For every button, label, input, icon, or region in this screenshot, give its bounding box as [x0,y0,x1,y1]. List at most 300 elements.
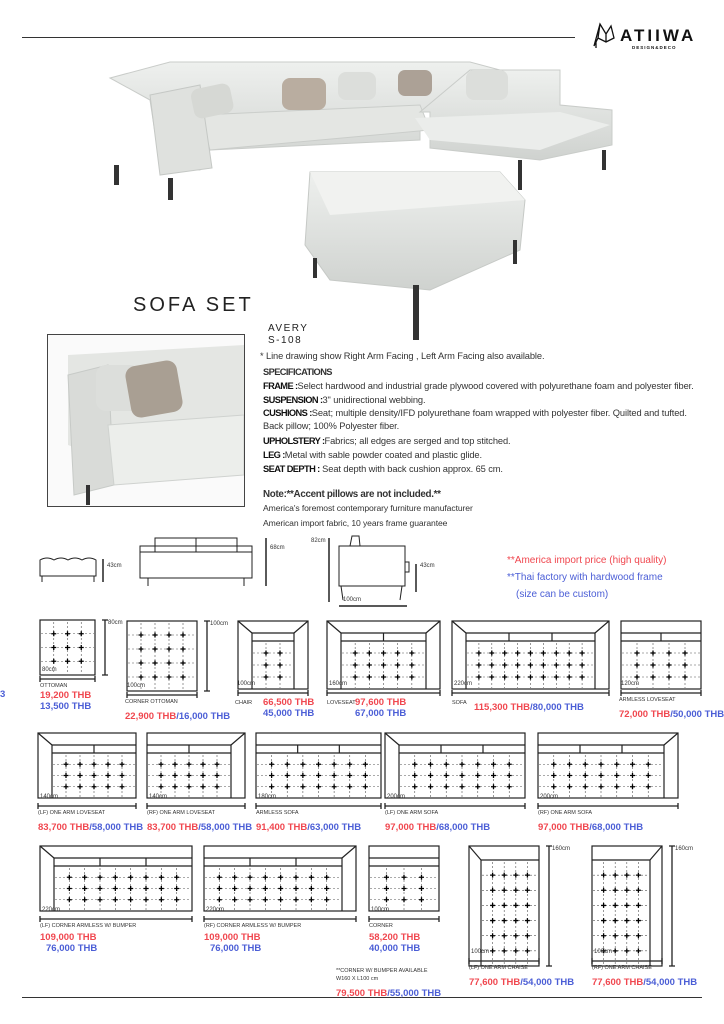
tuft-mark [248,886,253,891]
detail-photo [47,334,245,507]
spec-key: UPHOLSTERY : [263,436,325,446]
tuft-mark [489,651,494,656]
width-label: 220cm [42,907,61,913]
tuft-mark [128,886,133,891]
tuft-mark [528,651,533,656]
tuft-mark [502,918,507,923]
tuft-mark [635,651,640,656]
item-name: (LF) ONE ARM SOFA [385,810,439,816]
pillow-note: Note:**Accent pillows are not included.** [263,489,441,500]
stray-price-fragment: 3 [0,689,6,700]
price-us: 66,500 THB [263,697,315,708]
width-label: 100cm [371,907,390,913]
tuft-mark [613,873,618,878]
tuft-mark [353,675,358,680]
tuft-mark [363,773,368,778]
tuft-mark [489,675,494,680]
tuft-mark [502,873,507,878]
tuft-mark [613,948,618,953]
price-us: 77,600 THB [469,977,521,988]
tuft-mark [153,675,158,680]
tuft-mark [92,762,97,767]
tuft-mark [153,633,158,638]
tuft-mark [614,762,619,767]
item-price [40,690,91,712]
tuft-mark [507,773,512,778]
item-name: (LF) CORNER ARMLESS W/ BUMPER [40,923,137,929]
tuft-mark [332,773,337,778]
tuft-mark [490,918,495,923]
tuft-mark [475,762,480,767]
tuft-mark [381,675,386,680]
depth-label: 80cm [108,620,123,626]
item-price [355,697,406,719]
item-price [538,817,643,835]
tuft-mark [601,903,606,908]
tuft-mark [113,886,118,891]
tuft-mark [402,875,407,880]
tuft-mark [515,675,520,680]
tuft-mark [381,663,386,668]
tuft-mark [419,897,424,902]
tuft-mark [324,875,329,880]
tuft-mark [144,897,149,902]
tuft-mark [285,762,290,767]
tuft-mark [167,647,172,652]
tuft-mark [263,886,268,891]
price-thai: /54,000 THB [520,977,575,988]
price-us: 97,600 THB [355,697,407,708]
tuft-mark [583,773,588,778]
tuft-mark [551,762,556,767]
tuft-mark [513,933,518,938]
tuft-mark [174,897,179,902]
tuft-mark [173,762,178,767]
tuft-mark [515,663,520,668]
spec-item [263,463,503,475]
tuft-mark [651,663,656,668]
spec-value: Seat; multiple density/IFD polyurethane foam wrapped with polyester fiber. Quilted and tufted. [311,408,687,418]
tuft-mark [269,762,274,767]
item-name: (RF) ONE ARM CHAISE [592,965,652,971]
item-price [592,972,697,990]
tuft-mark [78,762,83,767]
tuft-mark [309,897,314,902]
specs-heading: SPECIFICATIONS [263,367,332,377]
tuft-mark [502,933,507,938]
tuft-mark [300,784,305,789]
width-label: 100cm [594,949,613,955]
price-thai: 76,000 THB [210,943,262,954]
tuft-mark [428,784,433,789]
tuft-mark [513,888,518,893]
tuft-mark [580,663,585,668]
spec-key: FRAME : [263,381,298,391]
tuft-mark [367,663,372,668]
tuft-mark [460,762,465,767]
tuft-mark [278,663,283,668]
tuft-mark [264,675,269,680]
item-name: (RF) ONE ARM SOFA [538,810,593,816]
corner-bumper-note: **CORNER W/ BUMPER AVAILABLE [336,968,428,974]
side-depth: 100cm [343,597,362,603]
tuft-mark [309,886,314,891]
tuft-mark [502,663,507,668]
width-label: 100cm [237,681,256,687]
tuft-mark [525,888,530,893]
tuft-mark [667,651,672,656]
tuft-mark [167,661,172,666]
tuft-mark [384,875,389,880]
tuft-mark [630,784,635,789]
width-dimension-line [369,915,449,923]
tuft-mark [646,773,651,778]
tuft-mark [583,784,588,789]
tuft-mark [567,663,572,668]
tuft-mark [412,773,417,778]
price-us: 91,400 THB [256,822,308,833]
tuft-mark [181,647,186,652]
tuft-mark [51,659,56,664]
tuft-mark [67,897,72,902]
tuft-mark [507,762,512,767]
price-thai: /68,000 THB [436,822,491,833]
tuft-mark [384,897,389,902]
tuft-mark [144,875,149,880]
tuft-mark [174,886,179,891]
tuft-mark [98,875,103,880]
tuft-mark [613,918,618,923]
item-name: CORNER OTTOMAN [125,699,178,705]
tuft-mark [159,875,164,880]
tuft-mark [395,675,400,680]
tuft-mark [67,886,72,891]
tuft-mark [630,762,635,767]
tuft-mark [554,663,559,668]
tuft-mark [363,762,368,767]
seat-height: 43cm [420,563,435,569]
tuft-mark [78,773,83,778]
price-thai: /63,000 THB [307,822,362,833]
tuft-mark [601,873,606,878]
tuft-mark [173,773,178,778]
tuft-mark [153,647,158,652]
price-us: 97,000 THB [385,822,437,833]
tuft-mark [444,762,449,767]
tuft-mark [683,675,688,680]
tuft-mark [601,918,606,923]
tuft-mark [232,875,237,880]
tuft-mark [98,897,103,902]
tuft-mark [92,773,97,778]
tuft-mark [525,948,530,953]
tuft-mark [106,762,111,767]
tuft-mark [181,661,186,666]
legend-us-price: **America import price (high quality) [507,555,667,566]
tuft-mark [541,651,546,656]
price-us: 19,200 THB [40,690,92,701]
tuft-mark [294,886,299,891]
item-name: CHAIR [235,700,253,706]
ottoman-height: 43cm [107,563,122,569]
tuft-mark [201,784,206,789]
tuft-mark [278,651,283,656]
tuft-mark [635,675,640,680]
tuft-mark [217,897,222,902]
width-label: 220cm [206,907,225,913]
price-thai: 45,000 THB [263,708,315,719]
tuft-mark [316,762,321,767]
tuft-mark [113,897,118,902]
tuft-mark [554,675,559,680]
tuft-mark [428,773,433,778]
item-name: ARMLESS LOVESEAT [619,697,676,703]
item-price [619,704,724,722]
legend-custom: (size can be custom) [516,589,609,600]
item-price [263,697,314,719]
item-name: LOVESEAT [327,700,356,706]
item-price [369,932,420,954]
tuft-mark [363,784,368,789]
tuft-mark [491,784,496,789]
legend-thai-price: **Thai factory with hardwood frame [507,572,663,583]
price-thai: /50,000 THB [670,709,724,720]
tuft-mark [613,933,618,938]
tuft-mark [614,784,619,789]
price-thai: /68,000 THB [589,822,644,833]
width-dimension-line [127,691,207,699]
page-title: SOFA SET [133,294,254,316]
tuft-mark [428,762,433,767]
tuft-mark [551,784,556,789]
tuft-mark [502,948,507,953]
tuft-mark [51,631,56,636]
tuft-mark [502,651,507,656]
price-us: 79,500 THB [336,988,388,999]
tuft-mark [636,888,641,893]
tuft-mark [646,784,651,789]
price-us: 109,000 THB [40,932,97,943]
tuft-mark [651,651,656,656]
tuft-mark [278,897,283,902]
tuft-mark [217,886,222,891]
width-dimension-line [238,689,318,697]
depth-dimension-line [546,846,552,966]
tuft-mark [490,873,495,878]
price-us: 97,000 THB [538,822,590,833]
tuft-mark [583,762,588,767]
price-us: 83,700 THB [38,822,90,833]
tuft-mark [269,773,274,778]
price-us: 77,600 THB [592,977,644,988]
tuft-mark [567,773,572,778]
tuft-mark [409,651,414,656]
tuft-mark [490,933,495,938]
price-thai: 76,000 THB [46,943,98,954]
tuft-mark [285,784,290,789]
tuft-mark [636,933,641,938]
tuft-mark [515,651,520,656]
tuft-mark [278,886,283,891]
spec-value: Metal with sable powder coated and plastic glide. [284,450,482,460]
price-thai: /58,000 THB [89,822,144,833]
spec-item [263,407,687,419]
tuft-mark [332,762,337,767]
manufacturer-line: America's foremost contemporary furniture manufacturer [263,503,473,513]
tuft-mark [490,948,495,953]
corner-bumper-size: W160 X L100 cm [336,976,379,982]
tuft-mark [419,875,424,880]
tuft-mark [64,784,69,789]
tuft-mark [476,663,481,668]
tuft-mark [264,663,269,668]
width-dimension-line [327,689,450,697]
width-label: 160cm [329,681,348,687]
width-dimension-line [40,915,202,923]
tuft-mark [502,888,507,893]
tuft-mark [384,886,389,891]
tuft-mark [248,897,253,902]
item-name: SOFA [452,700,467,706]
width-label: 200cm [387,794,406,800]
price-us: 22,900 THB [125,711,177,722]
width-dimension-line [538,802,688,810]
tuft-mark [278,675,283,680]
price-us: 109,000 THB [204,932,261,943]
tuft-mark [525,873,530,878]
tuft-mark [490,888,495,893]
tuft-mark [78,784,83,789]
tuft-mark [98,886,103,891]
tuft-mark [636,948,641,953]
tuft-mark [128,897,133,902]
tuft-mark [106,773,111,778]
tuft-mark [395,651,400,656]
tuft-mark [624,903,629,908]
tuft-mark [159,784,164,789]
spec-key: CUSHIONS : [263,408,312,418]
tuft-mark [120,773,125,778]
price-thai: /58,000 THB [198,822,253,833]
spec-value: Fabrics; all edges are serged and top stitched. [324,436,511,446]
tuft-mark [347,784,352,789]
width-dimension-line [40,675,105,683]
spec-key: LEG : [263,450,285,460]
tuft-mark [490,903,495,908]
depth-label: 100cm [210,621,229,627]
tuft-mark [324,886,329,891]
tuft-mark [294,875,299,880]
tuft-mark [528,675,533,680]
tuft-mark [187,773,192,778]
tuft-mark [513,918,518,923]
tuft-mark [395,663,400,668]
tuft-mark [181,675,186,680]
item-name: (RF) ONE ARM LOVESEAT [147,810,216,816]
depth-dimension-line [102,620,108,675]
tuft-mark [513,903,518,908]
tuft-mark [300,762,305,767]
tuft-mark [599,773,604,778]
tuft-mark [159,886,164,891]
item-price [147,817,252,835]
tuft-mark [294,897,299,902]
price-thai: 67,000 THB [355,708,407,719]
tuft-mark [630,773,635,778]
depth-label: 160cm [552,846,571,852]
item-name: CORNER [369,923,393,929]
tuft-mark [92,784,97,789]
tuft-mark [601,933,606,938]
tuft-mark [402,897,407,902]
tuft-mark [491,773,496,778]
item-price [256,817,361,835]
side-height: 82cm [311,538,326,544]
tuft-mark [502,903,507,908]
price-us: 115,300 THB [474,702,530,713]
depth-label: 160cm [675,846,694,852]
width-dimension-line [621,689,711,697]
tuft-mark [347,773,352,778]
tuft-mark [599,762,604,767]
tuft-mark [624,948,629,953]
price-thai: /55,000 THB [387,988,442,999]
tuft-mark [367,651,372,656]
tuft-mark [159,773,164,778]
tuft-mark [646,762,651,767]
tuft-mark [278,875,283,880]
tuft-mark [79,659,84,664]
tuft-mark [159,762,164,767]
width-label: 120cm [621,681,640,687]
tuft-mark [144,886,149,891]
tuft-mark [567,675,572,680]
width-label: 220cm [454,681,473,687]
tuft-mark [167,675,172,680]
tuft-mark [491,762,496,767]
tuft-mark [381,651,386,656]
tuft-mark [667,675,672,680]
tuft-mark [316,784,321,789]
tuft-mark [113,875,118,880]
tuft-mark [551,773,556,778]
tuft-mark [248,875,253,880]
tuft-mark [263,897,268,902]
width-dimension-line [256,802,391,810]
tuft-mark [159,897,164,902]
tuft-mark [300,773,305,778]
tuft-mark [412,784,417,789]
tuft-mark [525,933,530,938]
spec-value: Seat depth with back cushion approx. 65 cm. [319,464,503,474]
tuft-mark [489,663,494,668]
tuft-mark [613,903,618,908]
tuft-mark [567,651,572,656]
spec-item [263,380,694,392]
item-price [469,972,574,990]
price-thai: /16,000 THB [176,711,231,722]
price-us: 72,000 THB [619,709,671,720]
tuft-mark [444,773,449,778]
tuft-mark [215,784,220,789]
tuft-mark [624,873,629,878]
tuft-mark [475,784,480,789]
tuft-mark [324,897,329,902]
width-dimension-line [38,802,146,810]
tuft-mark [82,875,87,880]
tuft-mark [525,903,530,908]
tuft-mark [528,663,533,668]
